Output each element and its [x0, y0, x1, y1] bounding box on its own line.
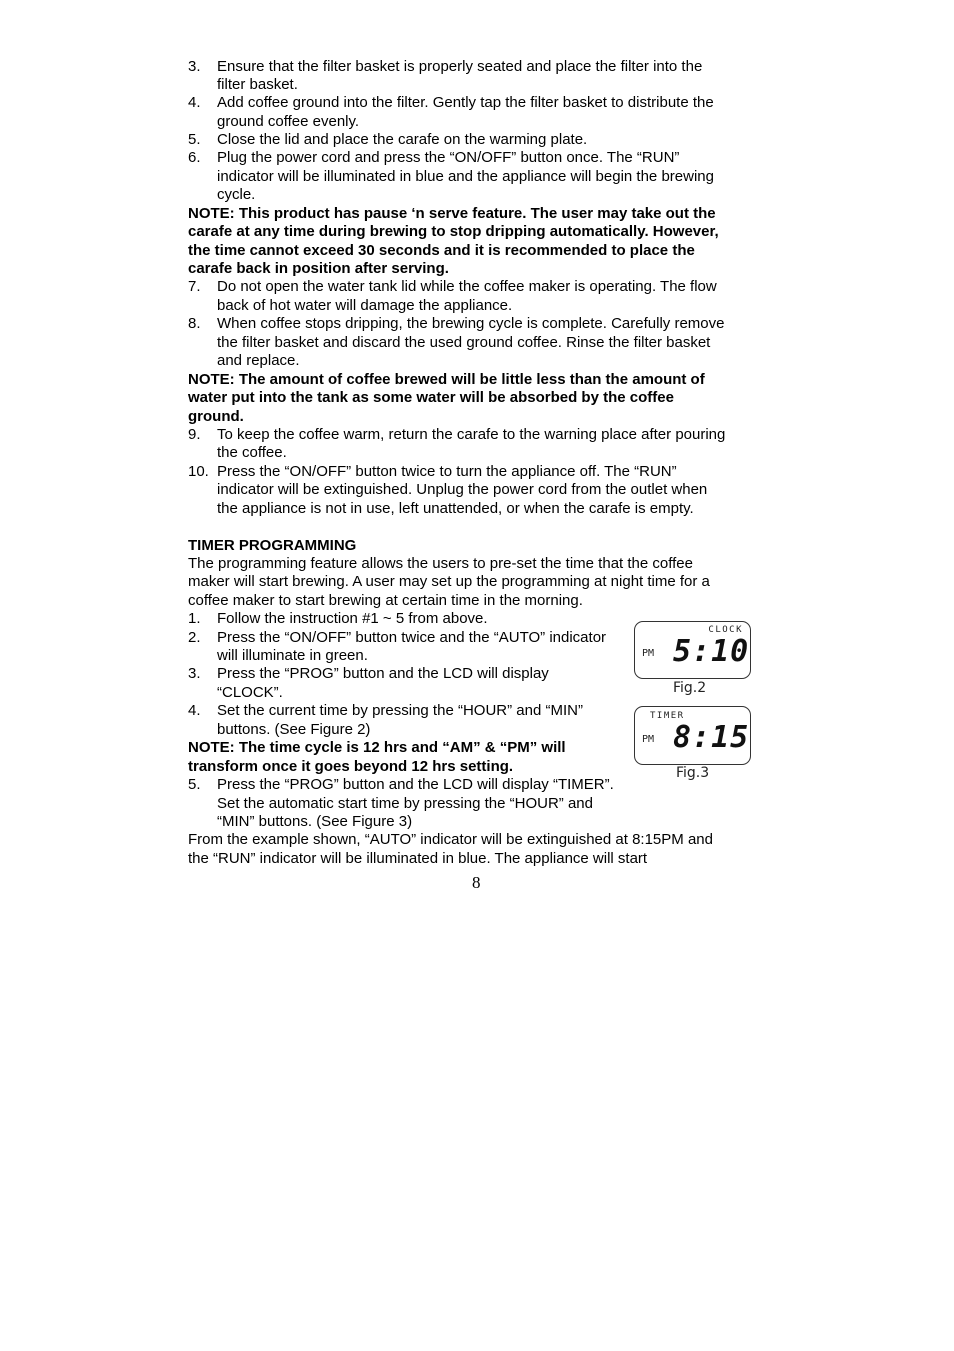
list-item-text: “MIN” buttons. (See Figure 3): [217, 813, 413, 830]
list-item-text: Add coffee ground into the filter. Gently tap the filter basket to distribute the: [217, 94, 714, 111]
note-text: carafe back in position after serving.: [188, 260, 449, 277]
list-number: 4.: [188, 94, 201, 111]
lcd-mode-label: CLOCK: [708, 625, 743, 635]
note-text: water put into the tank as some water will be absorbed by the coffee: [188, 389, 674, 406]
list-item-text: indicator will be extinguished. Unplug the power cord from the outlet when: [217, 481, 708, 498]
list-item-text: the appliance is not in use, left unattended, or when the carafe is empty.: [217, 500, 694, 517]
note-text: ground.: [188, 408, 244, 425]
list-item-text: Press the “ON/OFF” button twice to turn the appliance off. The “RUN”: [217, 463, 677, 480]
note-text: NOTE: The amount of coffee brewed will be little less than the amount of: [188, 371, 705, 388]
list-item-text: the coffee.: [217, 444, 287, 461]
list-item-text: Set the current time by pressing the “HOUR” and “MIN”: [217, 702, 583, 719]
list-number: 7.: [188, 278, 201, 295]
list-number: 8.: [188, 315, 201, 332]
paragraph-text: coffee maker to start brewing at certain time in the morning.: [188, 592, 583, 609]
list-number: 2.: [188, 629, 201, 646]
lcd-time-display: 8:15: [673, 720, 750, 755]
lcd-ampm-indicator: PM: [642, 648, 655, 659]
list-item-text: the filter basket and discard the used ground coffee. Rinse the filter basket: [217, 334, 711, 351]
list-number: 4.: [188, 702, 201, 719]
list-item-text: Follow the instruction #1 ~ 5 from above.: [217, 610, 488, 627]
list-item-text: “CLOCK”.: [217, 684, 283, 701]
figure-caption: Fig.2: [673, 680, 707, 696]
list-number: 1.: [188, 610, 201, 627]
lcd-mode-label: TIMER: [650, 711, 685, 721]
list-item-text: Ensure that the filter basket is properly seated and place the filter into the: [217, 58, 703, 75]
list-item-text: Close the lid and place the carafe on the warming plate.: [217, 131, 588, 148]
list-number: 9.: [188, 426, 201, 443]
list-item-text: When coffee stops dripping, the brewing cycle is complete. Carefully remove: [217, 315, 725, 332]
list-item-text: cycle.: [217, 186, 256, 203]
section-heading: TIMER PROGRAMMING: [188, 537, 357, 554]
figure-caption: Fig.3: [676, 765, 710, 781]
note-text: NOTE: The time cycle is 12 hrs and “AM” & “PM” will: [188, 739, 566, 756]
note-text: transform once it goes beyond 12 hrs setting.: [188, 758, 514, 775]
lcd-timer-figure: [634, 706, 751, 765]
paragraph-text: the “RUN” indicator will be illuminated in blue. The appliance will start: [188, 850, 648, 867]
list-number: 3.: [188, 665, 201, 682]
list-item-text: and replace.: [217, 352, 300, 369]
list-item-text: Plug the power cord and press the “ON/OFF” button once. The “RUN”: [217, 149, 680, 166]
lcd-time-display: 5:10: [673, 634, 750, 669]
list-item-text: buttons. (See Figure 2): [217, 721, 371, 738]
note-text: NOTE: This product has pause ‘n serve feature. The user may take out the: [188, 205, 716, 222]
paragraph-text: From the example shown, “AUTO” indicator will be extinguished at 8:15PM and: [188, 831, 713, 848]
page-number: 8: [472, 873, 481, 892]
list-item-text: indicator will be illuminated in blue and the appliance will begin the brewing: [217, 168, 714, 185]
list-number: 5.: [188, 131, 201, 148]
paragraph-text: The programming feature allows the users to pre-set the time that the coffee: [188, 555, 693, 572]
list-number: 6.: [188, 149, 201, 166]
list-item-text: To keep the coffee warm, return the carafe to the warning place after pouring: [217, 426, 726, 443]
list-item-text: Press the “PROG” button and the LCD will display: [217, 665, 549, 682]
list-number: 3.: [188, 58, 201, 75]
list-item-text: Set the automatic start time by pressing the “HOUR” and: [217, 795, 593, 812]
list-item-text: will illuminate in green.: [217, 647, 368, 664]
lcd-clock-figure: [634, 621, 751, 679]
list-item-text: back of hot water will damage the appliance.: [217, 297, 513, 314]
list-number: 10.: [188, 463, 209, 480]
list-number: 5.: [188, 776, 201, 793]
list-item-text: Press the “ON/OFF” button twice and the “AUTO” indicator: [217, 629, 607, 646]
note-text: the time cannot exceed 30 seconds and it is recommended to place the: [188, 242, 695, 259]
lcd-ampm-indicator: PM: [642, 734, 655, 745]
list-item-text: Do not open the water tank lid while the coffee maker is operating. The flow: [217, 278, 717, 295]
list-item-text: Press the “PROG” button and the LCD will display “TIMER”.: [217, 776, 614, 793]
note-text: carafe at any time during brewing to stop dripping automatically. However,: [188, 223, 719, 240]
list-item-text: filter basket.: [217, 76, 298, 93]
paragraph-text: maker will start brewing. A user may set up the programming at night time for a: [188, 573, 710, 590]
list-item-text: ground coffee evenly.: [217, 113, 360, 130]
